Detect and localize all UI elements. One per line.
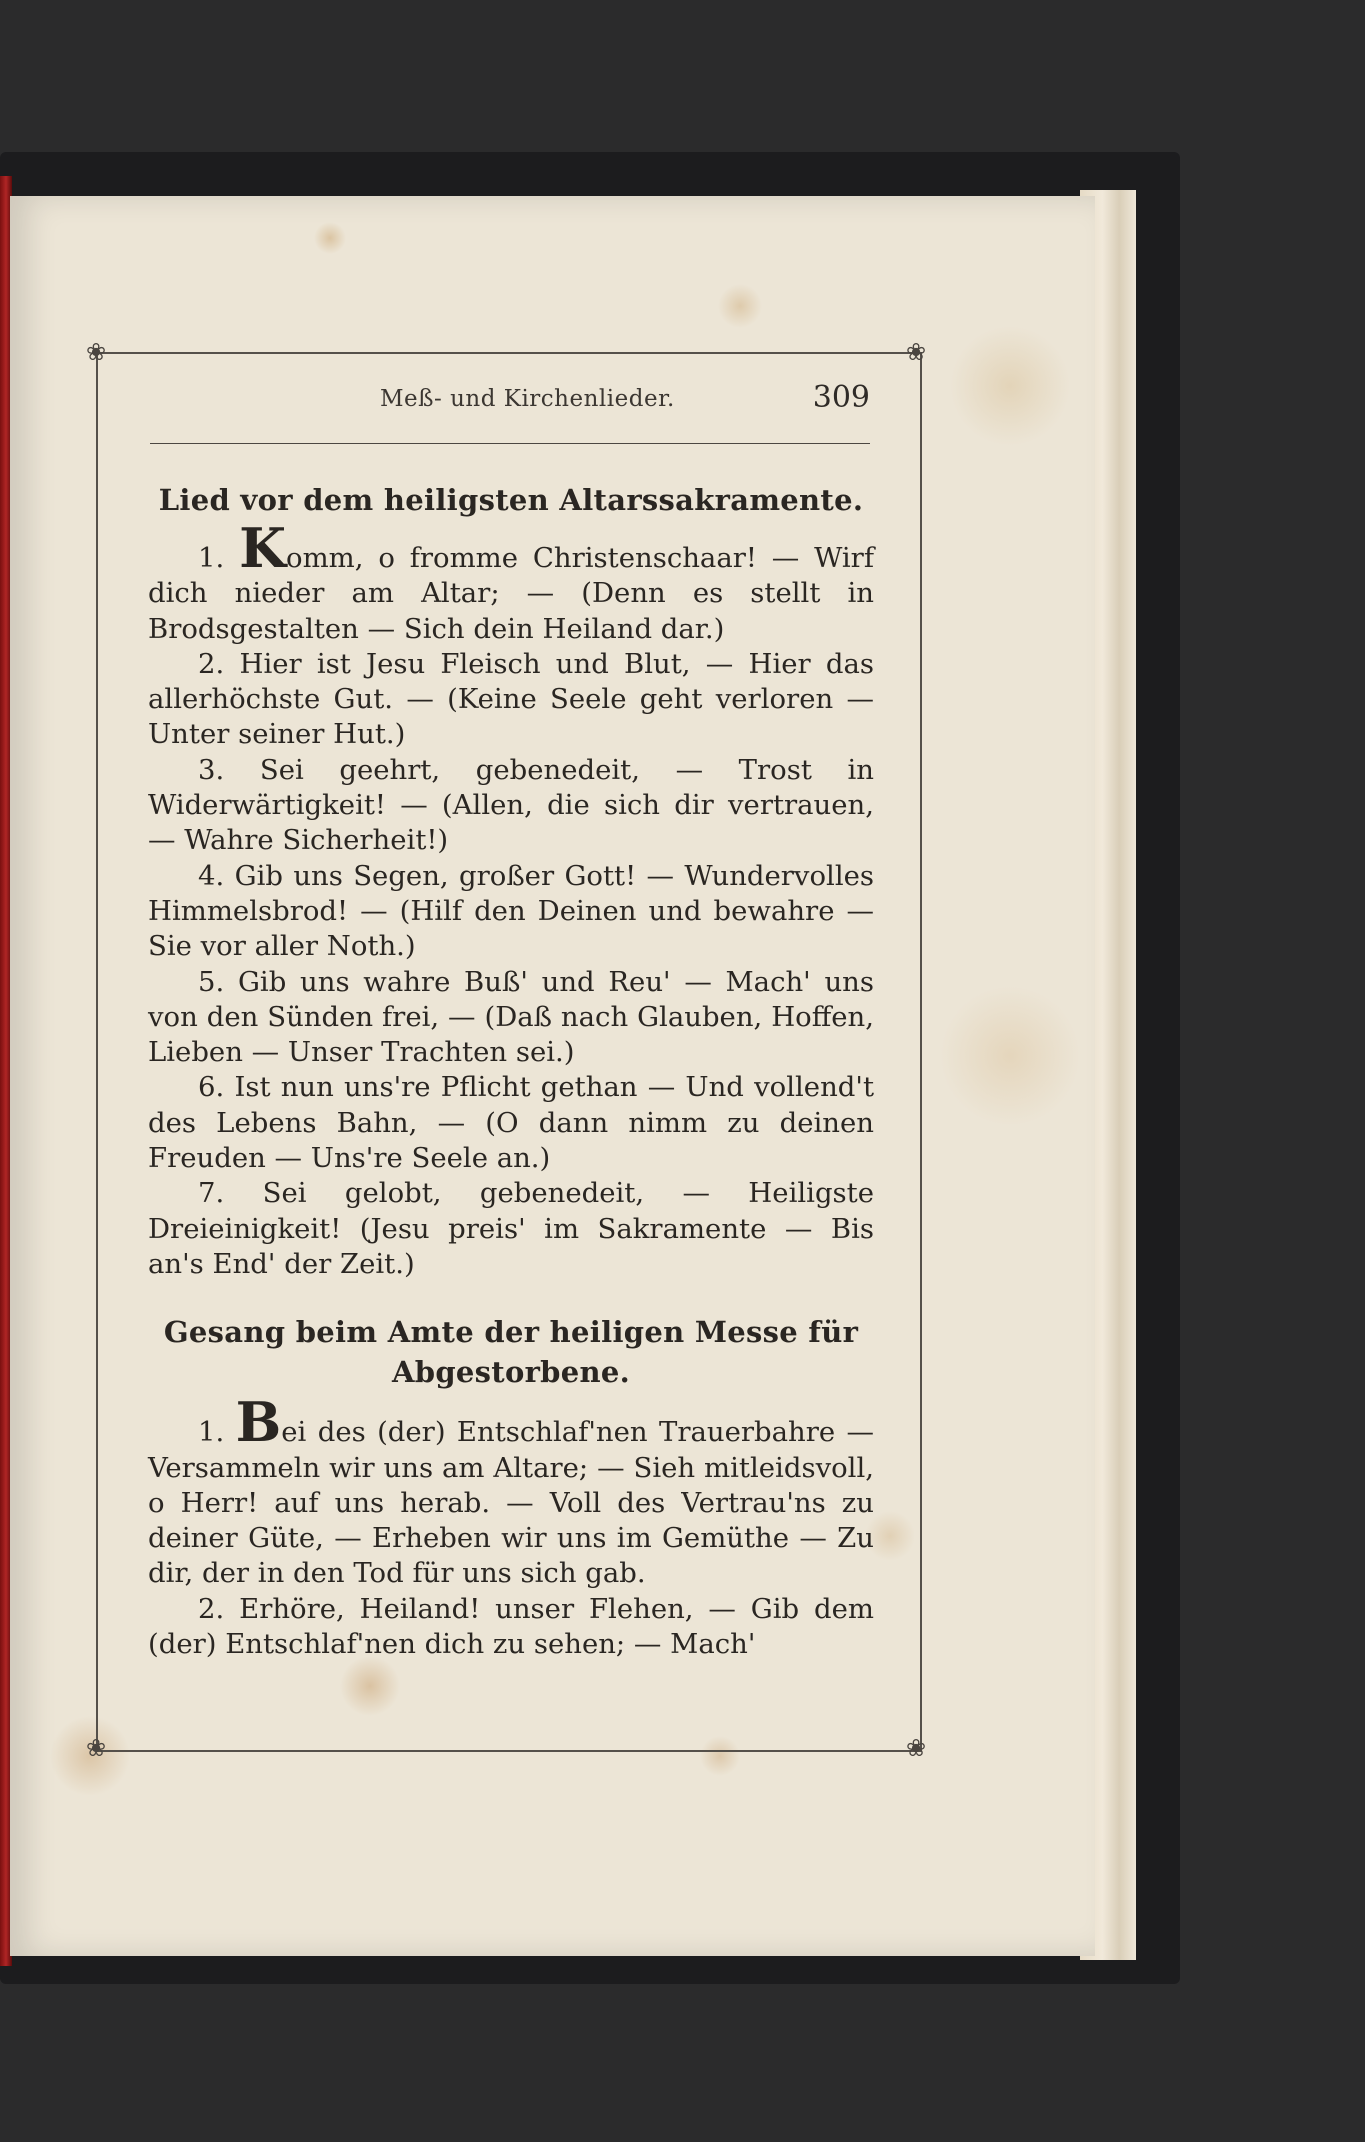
page-number: 309 — [812, 380, 870, 415]
corner-ornament-icon: ❀ — [86, 1734, 107, 1762]
verse-number: 5. — [198, 965, 225, 998]
verse-number: 3. — [198, 753, 225, 786]
verse — [148, 1176, 874, 1282]
page-content — [148, 480, 874, 1662]
verse-text: Hier ist Jesu Fleisch und Blut, — Hier das allerhöchste Gut. — (Keine Seele geht verloren — Unter seiner Hut.) — [148, 647, 874, 751]
verse-number: 1. — [198, 1416, 225, 1449]
header-rule — [150, 443, 870, 444]
drop-initial: K — [239, 516, 287, 580]
verse — [148, 1592, 874, 1663]
corner-ornament-icon: ❀ — [86, 338, 107, 366]
verse-text: Erhöre, Heiland! unser Flehen, — Gib dem (der) Entschlaf'nen dich zu sehen; — Mach' — [148, 1592, 874, 1661]
verse — [148, 647, 874, 753]
verse-number: 2. — [198, 1592, 225, 1625]
verse — [148, 753, 874, 859]
section-title: Lied vor dem heiligsten Altarssakramente. — [158, 483, 864, 517]
running-title: Meß- und Kirchenlieder. — [380, 386, 675, 412]
verse-text: Gib uns Segen, großer Gott! — Wundervolles Himmelsbrod! — (Hilf den Deinen und bewahre — Sie vor aller Noth.) — [148, 859, 874, 963]
verse — [148, 859, 874, 965]
corner-ornament-icon: ❀ — [906, 1734, 927, 1762]
verse-text: Gib uns wahre Buß' und Reu' — Mach' uns von den Sünden frei, — (Daß nach Glauben, Hoffen, Lieben — Unser Trachten sei.) — [148, 965, 874, 1069]
verse-number: 1. — [198, 542, 225, 574]
verse — [148, 965, 874, 1071]
corner-ornament-icon: ❀ — [906, 338, 927, 366]
verse-number: 6. — [198, 1071, 225, 1104]
running-head — [150, 380, 870, 430]
verse — [148, 1390, 874, 1591]
verse — [148, 516, 874, 647]
verse-number: 2. — [198, 647, 225, 680]
verse-text: ei des (der) Entschlaf'nen Trauerbahre — Versammeln wir uns am Altare; — Sieh mitleidsvoll, o Herr! auf uns herab. — Voll des Vertrau'ns zu deiner Güte, — Erheben wir uns im Gemüthe — Zu dir, der in den Tod für uns sich gab. — [148, 1416, 874, 1590]
verse-number: 7. — [198, 1177, 225, 1210]
section-title: Gesang beim Amte der heiligen Messe für Abgestorbene. — [163, 1315, 859, 1390]
verse-text: Sei gelobt, gebenedeit, — Heiligste Dreieinigkeit! (Jesu preis' im Sakramente — Bis an's End' der Zeit.) — [148, 1177, 874, 1280]
drop-initial: B — [235, 1390, 282, 1455]
verse-text: Ist nun uns're Pflicht gethan — Und vollend't des Lebens Bahn, — (O dann nimm zu deinen Freuden — Uns're Seele an.) — [148, 1071, 874, 1175]
verse-text: Sei geehrt, gebenedeit, — Trost in Widerwärtigkeit! — (Allen, die sich dir vertrauen, — Wahre Sicherheit!) — [148, 753, 874, 857]
verse — [148, 1070, 874, 1176]
verse-number: 4. — [198, 859, 225, 892]
verse-text: omm, o fromme Christenschaar! — Wirf dich nieder am Altar; — (Denn es stellt in Brodsgestalten — Sich dein Heiland dar.) — [148, 542, 874, 645]
